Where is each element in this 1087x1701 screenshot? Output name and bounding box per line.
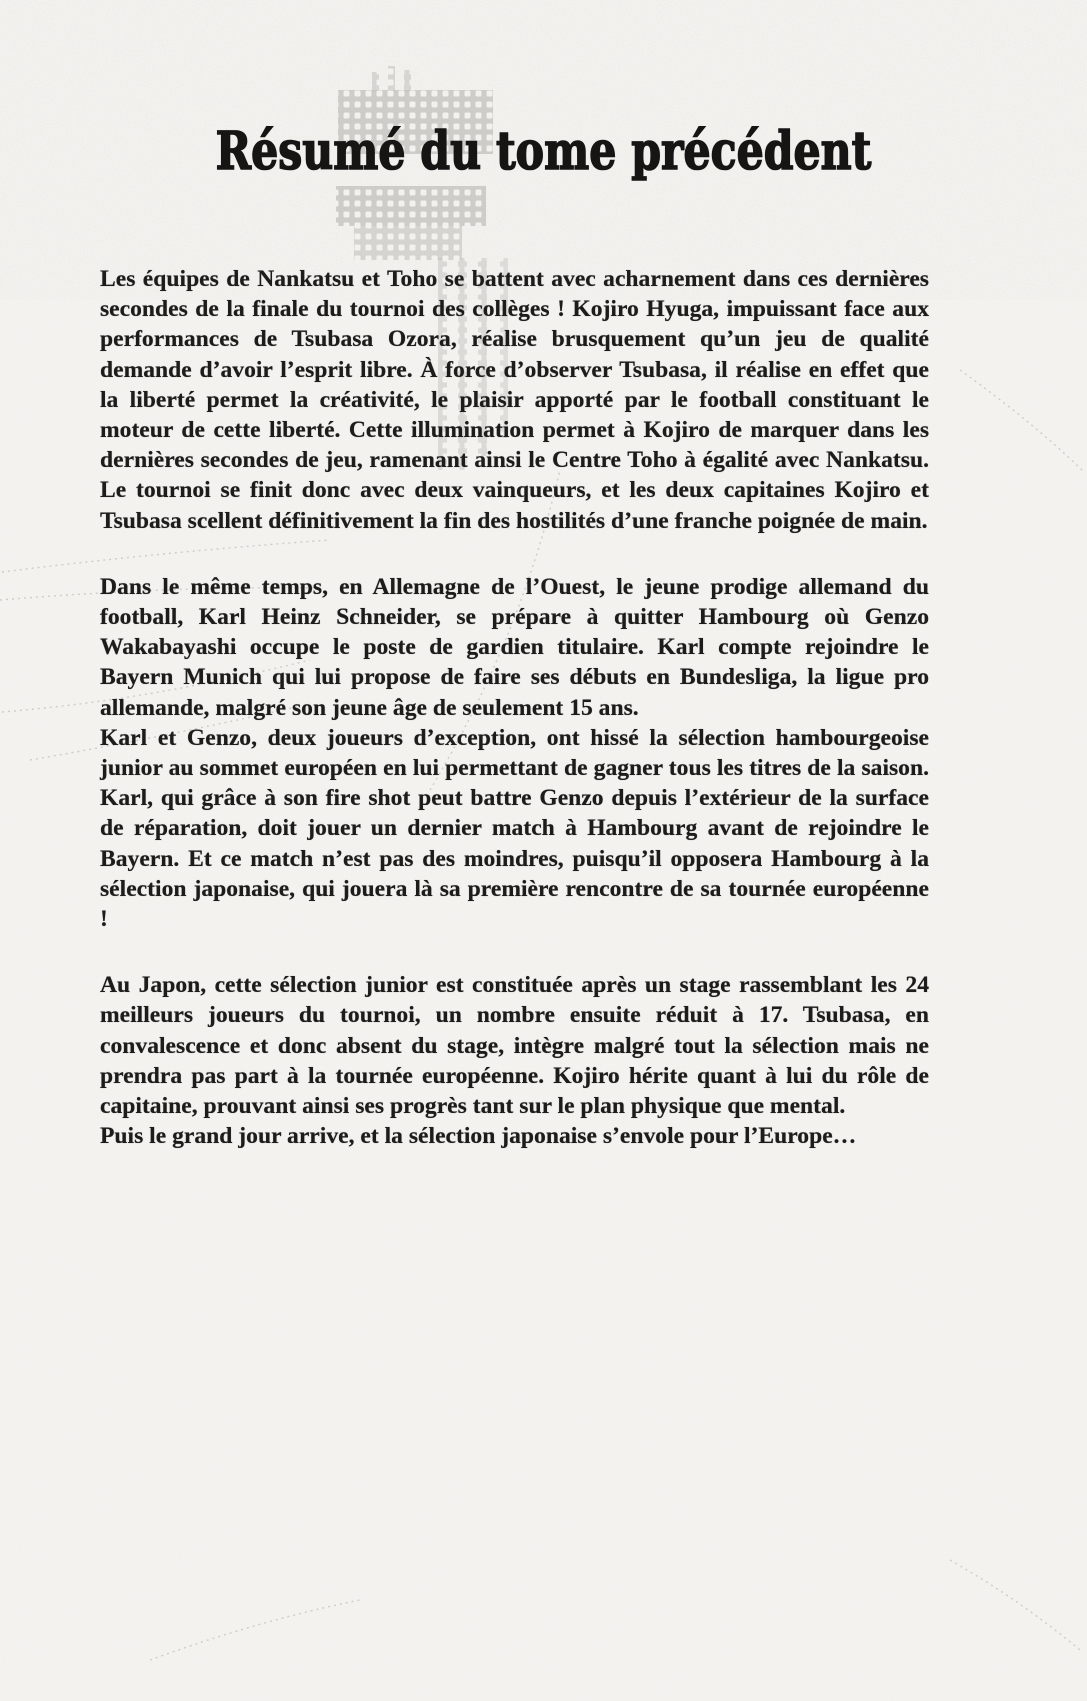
paragraph-karl-genzo: Karl et Genzo, deux joueurs d’exception, ont hissé la sélection hambourgeoise junior au sommet européen en lui permettant de gagner tous les titres de la saison. Karl, qui grâce à son fire shot peut battre Genzo depuis l’extérieur de la surface de réparation, doit jouer un dernier match à Hambourg avant de rejoindre le Bayern. Et ce match n’est pas des moindres, puisqu’il opposera Hambourg à la sélection japonaise, qui jouera là sa première rencontre de sa tournée européenne ! — [100, 724, 929, 933]
page-title: Résumé du tome précédent — [215, 121, 872, 182]
paragraph-germany-schneider: Dans le même temps, en Allemagne de l’Ouest, le jeune prodige allemand du football, Karl Heinz Schneider, se prépare à quitter Hambourg où Genzo Wakabayashi occupe le poste de gardien titulaire. Karl compte rejoindre le Bayern Munich qui lui propose de faire ses débuts en Bundesliga, la ligue pro allemande, malgré son jeune âge de seulement 15 ans. — [100, 573, 929, 721]
paragraph-departure: Puis le grand jour arrive, et la sélection japonaise s’envole pour l’Europe… — [100, 1123, 857, 1150]
paragraph-japan-selection: Au Japon, cette sélection junior est constituée après un stage rassemblant les 24 meilleurs joueurs du tournoi, un nombre ensuite réduit à 17. Tsubasa, en convalescence et donc absent du stage, intègre malgré tout la sélection mais ne prendra pas part à la tournée européenne. Kojiro hérite quant à lui du rôle de capitaine, prouvant ainsi ses progrès tant sur le plan physique que mental. — [100, 972, 929, 1120]
summary-text — [100, 264, 929, 1151]
paragraph-tournament-final: Les équipes de Nankatsu et Toho se battent avec acharnement dans ces dernières secondes de la finale du tournoi des collèges ! Kojiro Hyuga, impuissant face aux performances de Tsubasa Ozora, réalise brusquement qu’un jeu de qualité demande d’avoir l’esprit libre. À force d’observer Tsubasa, il réalise en effet que la liberté permet la créativité, le plaisir apporté par le football constituant le moteur de cette liberté. Cette illumination permet à Kojiro de marquer dans les dernières secondes de jeu, ramenant ainsi le Centre Toho à égalité avec Nankatsu. Le tournoi se finit donc avec deux vainqueurs, et les deux capitaines Kojiro et Tsubasa scellent définitivement la fin des hostilités d’une franche poignée de main. — [100, 266, 929, 534]
